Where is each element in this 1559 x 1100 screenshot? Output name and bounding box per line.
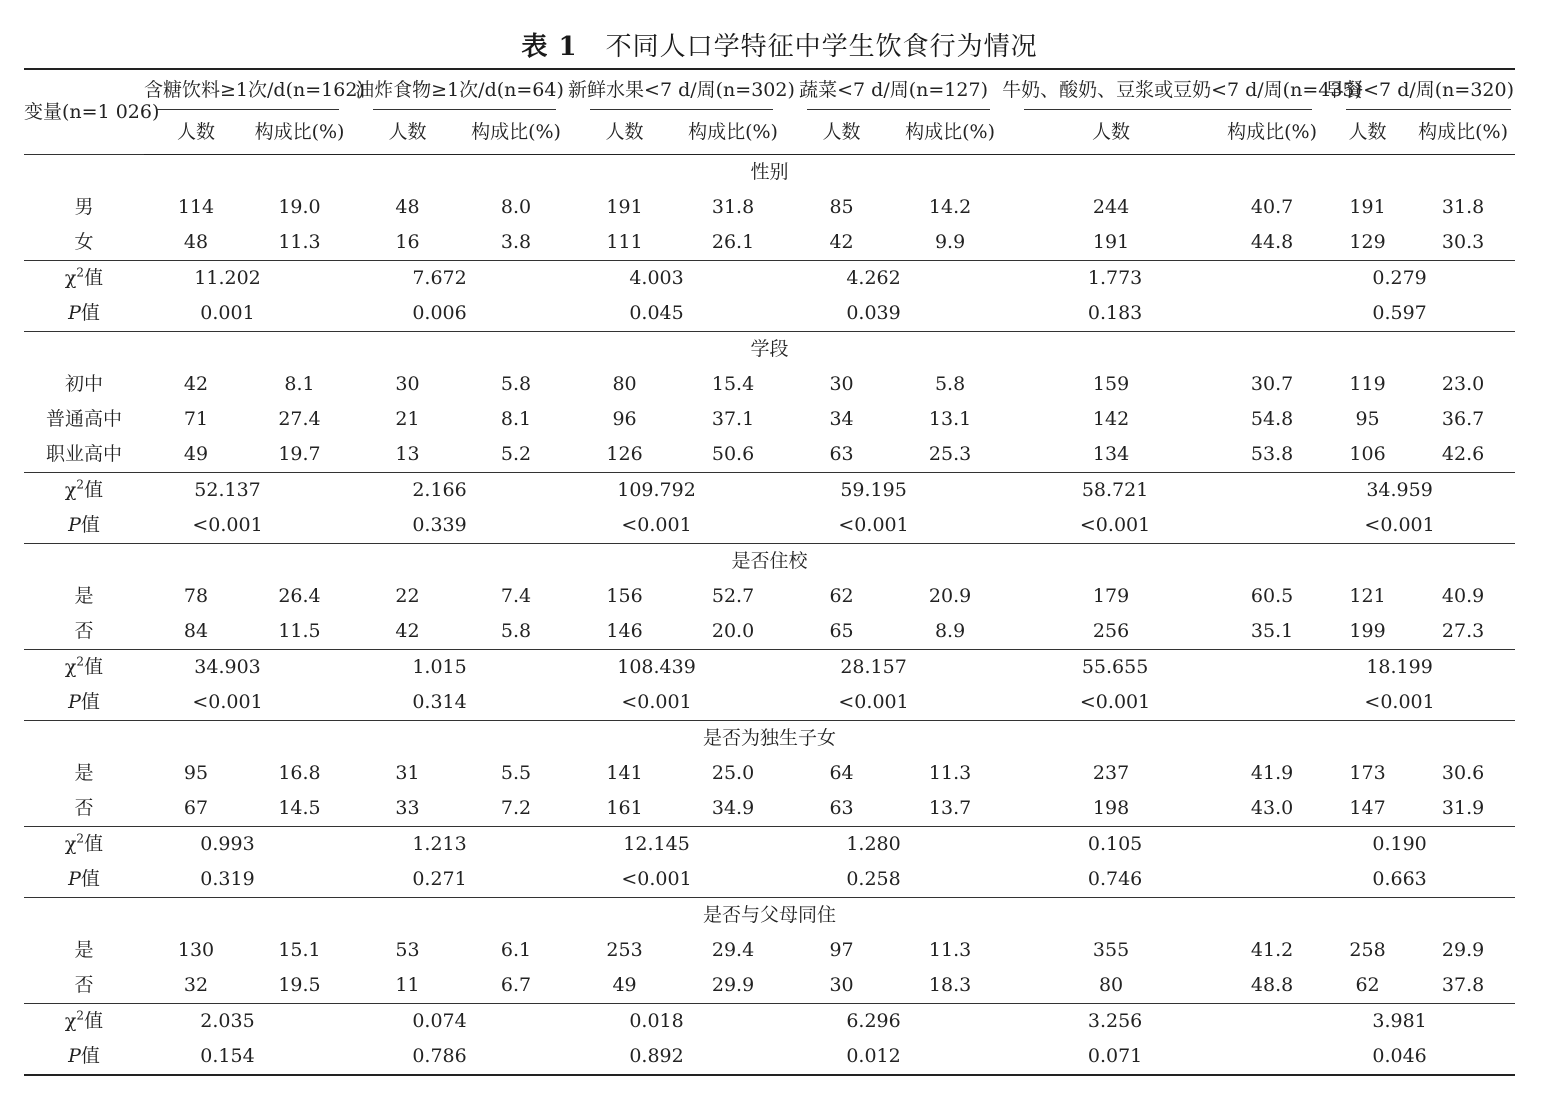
ratio-cell: 15.1 xyxy=(278,939,321,961)
p-value-label: P值 xyxy=(68,868,100,890)
section-row xyxy=(24,721,1515,757)
ratio-cell: 50.6 xyxy=(711,443,755,465)
group-header-breakfast: 早餐<7 d/周(n=320) xyxy=(1324,69,1515,110)
count-cell: 256 xyxy=(1092,620,1130,642)
ratio-cell: 60.5 xyxy=(1250,585,1294,607)
group-header-sugar-drinks: 含糖饮料≥1次/d(n=162) xyxy=(144,69,351,110)
ratio-cell: 5.8 xyxy=(934,373,966,395)
section-label: 学段 xyxy=(24,332,1515,368)
ratio-cell: 31.9 xyxy=(1441,797,1485,819)
section-row xyxy=(24,544,1515,580)
count-cell: 156 xyxy=(606,585,643,607)
ratio-cell: 7.2 xyxy=(500,797,532,819)
table-number: 表 1 xyxy=(521,32,578,62)
count-cell: 142 xyxy=(1092,408,1130,430)
chi-square-value: 11.202 xyxy=(144,261,351,297)
p-value: 0.001 xyxy=(200,302,255,324)
count-cell: 134 xyxy=(1092,443,1130,465)
count-cell: 62 xyxy=(829,585,854,607)
ratio-cell: 26.1 xyxy=(711,231,755,253)
p-value-label: P值 xyxy=(24,1039,144,1075)
row-label: 初中 xyxy=(64,373,103,395)
ratio-cell: 41.9 xyxy=(1250,762,1294,784)
count-cell: 21 xyxy=(395,408,420,430)
count-cell: 32 xyxy=(183,974,209,996)
table-row xyxy=(24,367,1515,402)
ratio-cell: 19.7 xyxy=(278,443,321,465)
chi-square-value: 1.213 xyxy=(351,827,568,863)
ratio-cell: 6.1 xyxy=(500,939,532,961)
chi-square-value: 1.773 xyxy=(1002,261,1324,297)
count-cell: 65 xyxy=(829,620,854,642)
p-value-row xyxy=(24,685,1515,721)
ratio-cell: 43.0 xyxy=(1250,797,1294,819)
count-cell: 62 xyxy=(1355,974,1380,996)
count-cell: 191 xyxy=(1092,231,1130,253)
p-value: 0.045 xyxy=(629,302,684,324)
p-value-label: P值 xyxy=(68,514,100,536)
chi-square-value: 7.672 xyxy=(351,261,568,297)
ratio-cell: 23.0 xyxy=(1441,373,1485,395)
chi-square-value: 58.721 xyxy=(1002,473,1324,509)
chi-square-label: $\chi^2$值 xyxy=(24,1004,144,1040)
p-value: 0.663 xyxy=(1372,868,1427,890)
section-label: 性别 xyxy=(750,161,789,183)
ratio-cell: 15.4 xyxy=(711,373,755,395)
row-label: 否 xyxy=(74,797,94,819)
count-cell: 141 xyxy=(606,762,643,784)
count-cell: 355 xyxy=(1092,939,1130,961)
chi-square-row xyxy=(24,261,1515,297)
table-row xyxy=(24,437,1515,473)
group-header-vegetables: 蔬菜<7 d/周(n=127) xyxy=(785,69,1002,110)
ratio-cell: 26.4 xyxy=(278,585,321,607)
p-value-label: P值 xyxy=(68,302,100,324)
count-cell: 63 xyxy=(829,797,854,819)
table-row xyxy=(24,225,1515,261)
row-label: 职业高中 xyxy=(45,443,122,465)
ratio-cell: 13.1 xyxy=(928,408,972,430)
ratio-cell: 27.4 xyxy=(278,408,321,430)
count-cell: 34 xyxy=(829,408,854,430)
count-cell: 13 xyxy=(395,443,420,465)
ratio-cell: 30.7 xyxy=(1250,373,1294,395)
ratio-cell: 53.8 xyxy=(1250,443,1294,465)
ratio-cell: 14.5 xyxy=(278,797,321,819)
count-cell: 42 xyxy=(829,231,854,253)
count-cell: 173 xyxy=(1349,762,1386,784)
p-value: <0.001 xyxy=(1079,691,1151,713)
count-cell: 111 xyxy=(606,231,643,253)
section-label: 是否住校 xyxy=(24,544,1515,580)
p-value: 0.892 xyxy=(568,1039,785,1075)
p-value: <0.001 xyxy=(621,691,692,713)
ratio-cell: 6.7 xyxy=(500,974,532,996)
chi-square-value: 34.903 xyxy=(144,650,351,686)
chi-square-value: 1.015 xyxy=(351,650,568,686)
ratio-cell: 25.3 xyxy=(928,443,972,465)
p-value-row xyxy=(24,296,1515,332)
count-cell: 31 xyxy=(395,762,420,784)
ratio-cell: 52.7 xyxy=(711,585,755,607)
count-header: 人数 xyxy=(1324,110,1411,155)
count-cell: 191 xyxy=(606,196,643,218)
p-value-row xyxy=(24,1039,1515,1075)
count-cell: 147 xyxy=(1349,797,1386,819)
count-cell: 33 xyxy=(395,797,420,819)
p-value: 0.746 xyxy=(1087,868,1143,890)
chi-square-value: 0.074 xyxy=(351,1004,568,1040)
ratio-cell: 35.1 xyxy=(1250,620,1294,642)
ratio-cell: 9.9 xyxy=(934,231,966,253)
header-row-groups xyxy=(24,69,1515,110)
p-value: 0.039 xyxy=(846,302,901,324)
chi-square-value: 2.166 xyxy=(351,473,568,509)
chi-square-value: 4.262 xyxy=(785,261,1002,297)
count-cell: 161 xyxy=(606,797,643,819)
chi-square-row xyxy=(24,827,1515,863)
row-label: 女 xyxy=(74,231,94,253)
ratio-cell: 54.8 xyxy=(1250,408,1294,430)
count-cell: 42 xyxy=(395,620,420,642)
ratio-cell: 41.2 xyxy=(1250,939,1294,961)
chi-square-value: 2.035 xyxy=(144,1004,351,1040)
count-header: 人数 xyxy=(785,110,898,155)
count-cell: 159 xyxy=(1092,373,1130,395)
count-cell: 48 xyxy=(183,231,209,253)
count-cell: 22 xyxy=(395,585,420,607)
ratio-header: 构成比(%) xyxy=(1220,110,1324,155)
row-label: 是 xyxy=(74,762,94,784)
count-cell: 53 xyxy=(395,939,420,961)
count-cell: 130 xyxy=(177,939,215,961)
count-cell: 30 xyxy=(395,373,420,395)
count-cell: 80 xyxy=(612,373,637,395)
count-header: 人数 xyxy=(144,110,248,155)
row-label: 普通高中 xyxy=(45,408,122,430)
ratio-cell: 11.3 xyxy=(278,231,321,253)
chi-square-value: 12.145 xyxy=(568,827,785,863)
ratio-cell: 5.5 xyxy=(500,762,532,784)
count-cell: 64 xyxy=(829,762,854,784)
ratio-header: 构成比(%) xyxy=(898,110,1002,155)
chi-square-value: 0.105 xyxy=(1002,827,1324,863)
p-value: 0.183 xyxy=(1087,302,1143,324)
count-cell: 119 xyxy=(1349,373,1386,395)
table-row xyxy=(24,579,1515,614)
count-cell: 30 xyxy=(829,974,854,996)
ratio-cell: 5.2 xyxy=(500,443,532,465)
count-cell: 97 xyxy=(829,939,854,961)
ratio-cell: 8.9 xyxy=(934,620,966,642)
chi-square-label: $\chi^2$值 xyxy=(24,261,144,297)
ratio-cell: 11.5 xyxy=(278,620,321,642)
ratio-cell: 48.8 xyxy=(1250,974,1294,996)
count-cell: 63 xyxy=(829,443,854,465)
ratio-cell: 3.8 xyxy=(500,231,532,253)
p-value: 0.339 xyxy=(412,514,467,536)
ratio-header: 构成比(%) xyxy=(681,110,785,155)
count-cell: 191 xyxy=(1349,196,1386,218)
count-cell: 96 xyxy=(612,408,637,430)
ratio-cell: 25.0 xyxy=(711,762,755,784)
p-value: 0.071 xyxy=(1002,1039,1324,1075)
ratio-cell: 7.4 xyxy=(500,585,532,607)
ratio-cell: 27.3 xyxy=(1441,620,1485,642)
row-label: 是 xyxy=(74,939,94,961)
ratio-cell: 44.8 xyxy=(1250,231,1294,253)
ratio-cell: 31.8 xyxy=(711,196,755,218)
p-value: <0.001 xyxy=(838,691,909,713)
count-cell: 67 xyxy=(183,797,209,819)
p-value: <0.001 xyxy=(1364,514,1435,536)
count-cell: 49 xyxy=(612,974,637,996)
p-value-row xyxy=(24,508,1515,544)
p-value: 0.006 xyxy=(412,302,467,324)
ratio-cell: 5.8 xyxy=(500,620,532,642)
chi-square-value: 108.439 xyxy=(568,650,785,686)
table-row xyxy=(24,933,1515,968)
count-cell: 237 xyxy=(1092,762,1130,784)
count-cell: 114 xyxy=(177,196,215,218)
ratio-header: 构成比(%) xyxy=(1411,110,1515,155)
p-value: <0.001 xyxy=(1364,691,1435,713)
chi-square-row xyxy=(24,650,1515,686)
p-value: <0.001 xyxy=(192,514,263,536)
ratio-cell: 29.4 xyxy=(711,939,755,961)
p-value: 0.154 xyxy=(144,1039,351,1075)
group-header-milk: 牛奶、酸奶、豆浆或豆奶<7 d/周(n=435) xyxy=(1002,69,1324,110)
chi-square-label: $\chi^2$值 xyxy=(24,650,144,686)
row-label: 否 xyxy=(74,974,94,996)
chi-square-value: 0.993 xyxy=(144,827,351,863)
ratio-cell: 30.6 xyxy=(1441,762,1485,784)
count-cell: 80 xyxy=(1098,974,1124,996)
ratio-cell: 40.7 xyxy=(1250,196,1294,218)
row-label: 男 xyxy=(74,196,94,218)
ratio-cell: 18.3 xyxy=(928,974,972,996)
table-row xyxy=(24,402,1515,437)
ratio-cell: 34.9 xyxy=(711,797,755,819)
ratio-cell: 40.9 xyxy=(1441,585,1485,607)
count-cell: 49 xyxy=(183,443,209,465)
count-cell: 106 xyxy=(1349,443,1386,465)
table-caption: 不同人口学特征中学生饮食行为情况 xyxy=(605,32,1038,62)
p-value-label: P值 xyxy=(68,691,100,713)
count-header: 人数 xyxy=(568,110,681,155)
count-cell: 85 xyxy=(829,196,854,218)
count-cell: 121 xyxy=(1349,585,1386,607)
p-value: 0.012 xyxy=(785,1039,1002,1075)
count-cell: 146 xyxy=(606,620,643,642)
ratio-cell: 8.0 xyxy=(500,196,532,218)
p-value: 0.786 xyxy=(351,1039,568,1075)
chi-square-value: 3.256 xyxy=(1002,1004,1324,1040)
chi-square-value: 55.655 xyxy=(1002,650,1324,686)
table-row xyxy=(24,791,1515,827)
p-value: 0.271 xyxy=(412,868,467,890)
count-cell: 71 xyxy=(183,408,209,430)
table-row xyxy=(24,190,1515,225)
chi-square-value: 59.195 xyxy=(785,473,1002,509)
count-cell: 258 xyxy=(1349,939,1386,961)
count-cell: 95 xyxy=(183,762,209,784)
chi-square-value: 0.190 xyxy=(1324,827,1515,863)
ratio-cell: 11.3 xyxy=(928,762,972,784)
table-title xyxy=(0,26,1559,63)
ratio-cell: 42.6 xyxy=(1441,443,1485,465)
count-cell: 16 xyxy=(395,231,420,253)
table-row xyxy=(24,756,1515,791)
chi-square-label: $\chi^2$值 xyxy=(24,473,144,509)
ratio-cell: 29.9 xyxy=(1441,939,1485,961)
chi-square-value: 0.279 xyxy=(1324,261,1515,297)
ratio-cell: 14.2 xyxy=(928,196,972,218)
p-value: <0.001 xyxy=(621,514,692,536)
count-header: 人数 xyxy=(351,110,464,155)
ratio-cell: 8.1 xyxy=(284,373,315,395)
row-label: 否 xyxy=(74,620,94,642)
table-row xyxy=(24,968,1515,1004)
count-cell: 126 xyxy=(606,443,643,465)
count-cell: 198 xyxy=(1092,797,1130,819)
ratio-header: 构成比(%) xyxy=(464,110,568,155)
section-label: 是否与父母同住 xyxy=(24,898,1515,934)
ratio-cell: 19.0 xyxy=(278,196,321,218)
group-header-fried-food: 油炸食物≥1次/d(n=64) xyxy=(351,69,568,110)
table-body xyxy=(24,155,1515,1076)
chi-square-value: 4.003 xyxy=(568,261,785,297)
p-value-row xyxy=(24,862,1515,898)
count-cell: 11 xyxy=(395,974,420,996)
p-value: <0.001 xyxy=(621,868,692,890)
chi-square-value: 28.157 xyxy=(785,650,1002,686)
count-cell: 179 xyxy=(1092,585,1130,607)
ratio-cell: 19.5 xyxy=(278,974,321,996)
count-cell: 30 xyxy=(829,373,854,395)
p-value: 0.319 xyxy=(200,868,255,890)
chi-square-value: 52.137 xyxy=(144,473,351,509)
chi-square-value: 109.792 xyxy=(568,473,785,509)
count-cell: 199 xyxy=(1349,620,1386,642)
table-row xyxy=(24,614,1515,650)
chi-square-value: 34.959 xyxy=(1324,473,1515,509)
count-cell: 78 xyxy=(183,585,209,607)
p-value: 0.314 xyxy=(412,691,467,713)
ratio-cell: 30.3 xyxy=(1441,231,1485,253)
count-cell: 244 xyxy=(1092,196,1130,218)
ratio-cell: 37.8 xyxy=(1441,974,1485,996)
chi-square-value: 1.280 xyxy=(785,827,1002,863)
p-value: 0.046 xyxy=(1324,1039,1515,1075)
p-value: <0.001 xyxy=(838,514,909,536)
count-cell: 42 xyxy=(183,373,209,395)
results-table xyxy=(24,68,1515,1076)
ratio-cell: 37.1 xyxy=(711,408,755,430)
section-label: 是否为独生子女 xyxy=(24,721,1515,757)
ratio-header: 构成比(%) xyxy=(248,110,351,155)
chi-square-label: $\chi^2$值 xyxy=(24,827,144,863)
variable-header: 变量(n=1 026) xyxy=(24,69,144,155)
section-row xyxy=(24,155,1515,191)
chi-square-value: 0.018 xyxy=(568,1004,785,1040)
p-value: <0.001 xyxy=(1079,514,1151,536)
p-value: <0.001 xyxy=(192,691,263,713)
count-cell: 48 xyxy=(395,196,420,218)
chi-square-value: 18.199 xyxy=(1324,650,1515,686)
count-cell: 129 xyxy=(1349,231,1386,253)
section-row xyxy=(24,332,1515,368)
p-value: 0.597 xyxy=(1372,302,1427,324)
ratio-cell: 31.8 xyxy=(1441,196,1485,218)
chi-square-row xyxy=(24,473,1515,509)
ratio-cell: 8.1 xyxy=(500,408,532,430)
ratio-cell: 5.8 xyxy=(500,373,532,395)
ratio-cell: 20.0 xyxy=(711,620,755,642)
section-row xyxy=(24,898,1515,934)
chi-square-value: 6.296 xyxy=(785,1004,1002,1040)
ratio-cell: 11.3 xyxy=(928,939,972,961)
ratio-cell: 29.9 xyxy=(711,974,755,996)
chi-square-row xyxy=(24,1004,1515,1040)
count-cell: 95 xyxy=(1355,408,1380,430)
ratio-cell: 36.7 xyxy=(1441,408,1485,430)
count-cell: 253 xyxy=(606,939,643,961)
ratio-cell: 16.8 xyxy=(278,762,321,784)
p-value: 0.258 xyxy=(846,868,901,890)
chi-square-value: 3.981 xyxy=(1324,1004,1515,1040)
header-row-sub xyxy=(24,110,1515,155)
row-label: 是 xyxy=(74,585,94,607)
ratio-cell: 20.9 xyxy=(928,585,972,607)
ratio-cell: 13.7 xyxy=(928,797,972,819)
count-header: 人数 xyxy=(1002,110,1220,155)
group-header-fresh-fruit: 新鲜水果<7 d/周(n=302) xyxy=(568,69,785,110)
count-cell: 84 xyxy=(183,620,209,642)
